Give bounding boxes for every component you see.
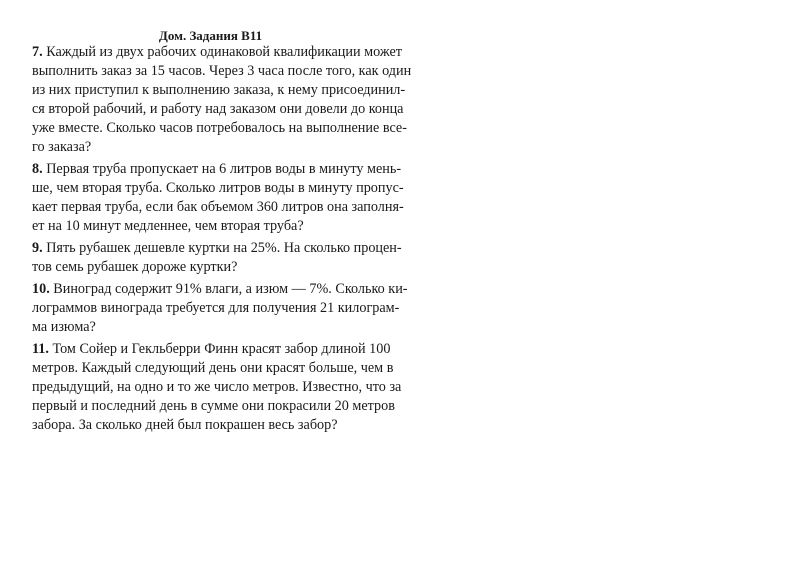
problem-line: первый и последний день в сумме они покрасили 20 метров (32, 398, 395, 414)
problem-number: 8. (32, 161, 43, 177)
problem-line: лограммов винограда требуется для получения 21 килограм- (32, 300, 400, 316)
problem-line: ма изюма? (32, 319, 96, 335)
problem-line: 7. Каждый из двух рабочих одинаковой квалификации может (32, 44, 402, 60)
problem-line: из них приступил к выполнению заказа, к нему присоединил- (32, 82, 406, 98)
problem-line: метров. Каждый следующий день они красят больше, чем в (32, 360, 394, 376)
problem-line: 9. Пять рубашек дешевле куртки на 25%. На сколько процен- (32, 240, 402, 256)
problem-line: предыдущий, на одно и то же число метров. Известно, что за (32, 379, 402, 395)
problem-line (32, 375, 389, 394)
problem-line: 11. Том Сойер и Гекльберри Финн красят забор длиной 100 (32, 341, 391, 357)
problem-line: ся второй рабочий, и работу над заказом они довели до конца (32, 101, 404, 117)
problem-line: 10. Виноград содержит 91% влаги, а изюм — 7%. Сколько ки- (32, 281, 408, 297)
problem-line: уже вместе. Сколько часов потребовалось на выполнение все- (32, 120, 407, 136)
problem-number: 7. (32, 44, 43, 60)
problem-line: 8. Первая труба пропускает на 6 литров воды в минуту мень- (32, 161, 402, 177)
page-title: Дом. Задания В11 (158, 28, 263, 43)
problem-number: 10. (32, 281, 50, 297)
problem-line: го заказа? (32, 139, 92, 155)
problem-line: ет на 10 минут медленнее, чем вторая труба? (32, 218, 304, 234)
problem-line: ше, чем вторая труба. Сколько литров воды в минуту пропус- (32, 180, 404, 196)
problem-number: 9. (32, 240, 43, 256)
problem-line: выполнить заказ за 15 часов. Через 3 часа после того, как один (32, 63, 412, 79)
problem-line: кает первая труба, если бак объемом 360 литров она заполня- (32, 199, 404, 215)
problem-line: забора. За сколько дней был покрашен весь забор? (32, 417, 338, 433)
problem-line: тов семь рубашек дороже куртки? (32, 259, 238, 275)
problem-number: 11. (32, 341, 49, 357)
